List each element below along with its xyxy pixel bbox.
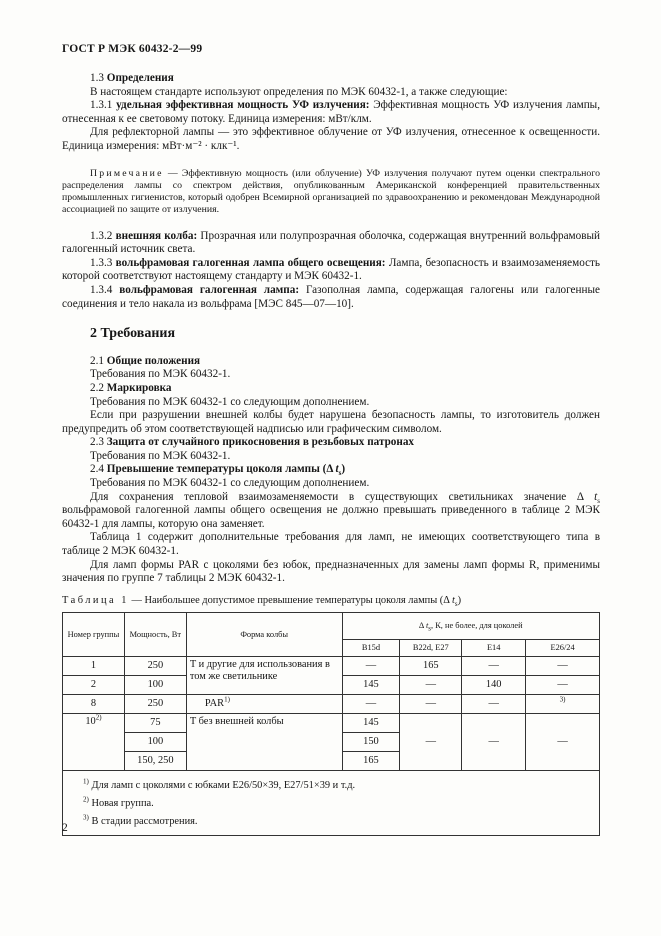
cell-power: 250 — [124, 695, 186, 714]
header-cap-b22d-e27: B22d, E27 — [400, 640, 462, 657]
cell-e14: — — [462, 714, 526, 771]
section-2-4-text: Требования по МЭК 60432-1 со следующим дополнением. — [90, 477, 370, 490]
section-2-1-text: Требования по МЭК 60432-1. — [90, 368, 231, 381]
section-2-2-addition: Если при разрушении внешней колбы будет нарушена безопасность лампы, то изготовитель должен предупредить об этом соответствующей надписью или графическим символом. — [62, 409, 600, 435]
cell-form: T и другие для использования в том же светильнике — [186, 657, 342, 695]
cell-group: 10$^{2)}$ — [63, 714, 125, 771]
cell-power: 100 — [124, 733, 186, 752]
cell-power: 150, 250 — [124, 752, 186, 771]
cell-e14: — — [462, 657, 526, 676]
definition-1-3-4: 1.3.4 вольфрамовая галогенная лампа: Газополная лампа, содержащая галогены или галогенные соединения и тело накала из вольфрама [МЭС 845—07—10]. — [62, 283, 600, 310]
cell-group: 2 — [63, 676, 125, 695]
section-2-3-heading: 2.3 Защита от случайного прикосновения в резьбовых патронах — [90, 436, 415, 449]
cell-b15d: — — [342, 657, 400, 676]
cell-e26: — — [526, 676, 600, 695]
table-row — [63, 695, 600, 714]
cell-b22d-e27: — — [400, 714, 462, 771]
cell-e26: — — [526, 714, 600, 771]
section-2-3-text: Требования по МЭК 60432-1. — [90, 449, 231, 462]
note-paragraph: Примечание — Эффективную мощность (или облучение) УФ излучения получают путем оценки спектрального распределения лампы со спектром действия, опубликованным Американской конференцией правительственных промышленных гигиенистов, который одобрен Всемирной организацией по здравоохранению и рекомендован Международной ассоциацией по защите от излучения. — [62, 167, 600, 215]
table-row — [63, 714, 600, 733]
definition-1-3-2: 1.3.2 внешняя колба: Прозрачная или полупрозрачная оболочка, содержащая внутренний вольфрамовый галогенный источник света. — [62, 229, 601, 256]
cell-power: 250 — [124, 657, 186, 676]
header-cap-e14: E14 — [462, 640, 526, 657]
cell-b15d: 150 — [342, 733, 400, 752]
section-2-title: 2 Требования — [90, 326, 176, 342]
cell-b22d-e27: 165 — [400, 657, 462, 676]
header-bulb-form: Форма колбы — [186, 613, 342, 657]
header-group-number: Номер группы — [63, 613, 125, 657]
section-2-2-text: Требования по МЭК 60432-1 со следующим дополнением. — [90, 395, 370, 408]
definition-1-3-1: 1.3.1 удельная эффективная мощность УФ излучения: Эффективная мощность УФ излучения лампы, отнесенная к ее световому потоку. Единица измерения: мВт/клм. — [62, 99, 600, 125]
cell-form: T без внешней колбы — [186, 714, 342, 771]
footnote-3: $^{3)}$ В стадии рассмотрения. — [83, 813, 198, 828]
header-power: Мощность, Вт — [124, 613, 186, 657]
cell-b22d-e27: — — [400, 676, 462, 695]
section-2-4-para-3: Для ламп формы PAR с цоколями без юбок, предназначенных для замены ламп формы R, применимы значения по группе 7 таблицы 2 МЭК 60432-1. — [62, 558, 600, 585]
cell-power: 100 — [124, 676, 186, 695]
cell-b15d: — — [342, 695, 400, 714]
header-cap-e26: E26/24 — [526, 640, 600, 657]
footnote-1: $^{1)}$ Для ламп с цоколями с юбками E26/50×39, E27/51×39 и т.д. — [83, 777, 356, 792]
cell-e14: 140 — [462, 676, 526, 695]
table-row — [63, 657, 600, 676]
cell-group: 1 — [63, 657, 125, 676]
definition-1-3-1-reflector: Для рефлекторной лампы — это эффективное облучение от УФ излучения, отнесенное к освещенности. Единица измерения: мВт·м⁻² · клк⁻¹. — [62, 126, 600, 152]
cell-power: 75 — [124, 714, 186, 733]
table-caption: Таблица 1 — Наибольшее допустимое превышение температуры цоколя лампы (Δ $t_s$) — [62, 594, 462, 608]
table-footnotes — [63, 771, 600, 836]
temperature-table — [62, 612, 600, 836]
header-delta-t-caps: Δ $t_s$, К, не более, для цоколей — [342, 613, 599, 640]
cell-b15d: 165 — [342, 752, 400, 771]
cell-e26: 3) — [526, 695, 600, 714]
cell-form: PAR$^{1)}$ — [186, 695, 342, 714]
document-body — [62, 72, 600, 836]
header-cap-b15d: B15d — [342, 640, 400, 657]
section-2-4-para-2: Таблица 1 содержит дополнительные требования для ламп, не имеющих соответствующего типа в таблице 2 МЭК 60432-1. — [62, 531, 600, 558]
page-number: 2 — [62, 822, 68, 834]
footnote-2: $^{2)}$ Новая группа. — [83, 795, 154, 810]
section-2-4-heading: 2.4 Превышение температуры цоколя лампы (Δ $t_s$) — [90, 463, 346, 478]
document-header: ГОСТ Р МЭК 60432-2—99 — [62, 43, 203, 55]
section-2-4-para-1: Для сохранения тепловой взаимозаменяемости в существующих светильниках значение Δ $t_s$ вольфрамовой галогенной лампы общего освещения не должно превышать приведенного в таблице 2 МЭК 60432-1 для лампы, которую она заменяет. — [62, 490, 600, 530]
cell-e14: — — [462, 695, 526, 714]
cell-e26: — — [526, 657, 600, 676]
section-1-3-intro: В настоящем стандарте используют определения по МЭК 60432-1, а также следующие: — [90, 85, 508, 98]
section-2-1-heading: 2.1 Общие положения — [90, 354, 201, 367]
cell-group: 8 — [63, 695, 125, 714]
cell-b22d-e27: — — [400, 695, 462, 714]
definition-1-3-3: 1.3.3 вольфрамовая галогенная лампа общего освещения: Лампа, безопасность и взаимозаменяемость которой соответствуют настоящему стандарту и МЭК 60432-1. — [62, 256, 601, 283]
section-2-2-heading: 2.2 Маркировка — [90, 381, 172, 394]
cell-b15d: 145 — [342, 676, 400, 695]
cell-b15d: 145 — [342, 714, 400, 733]
section-1-3-heading: 1.3 Определения — [90, 72, 174, 84]
